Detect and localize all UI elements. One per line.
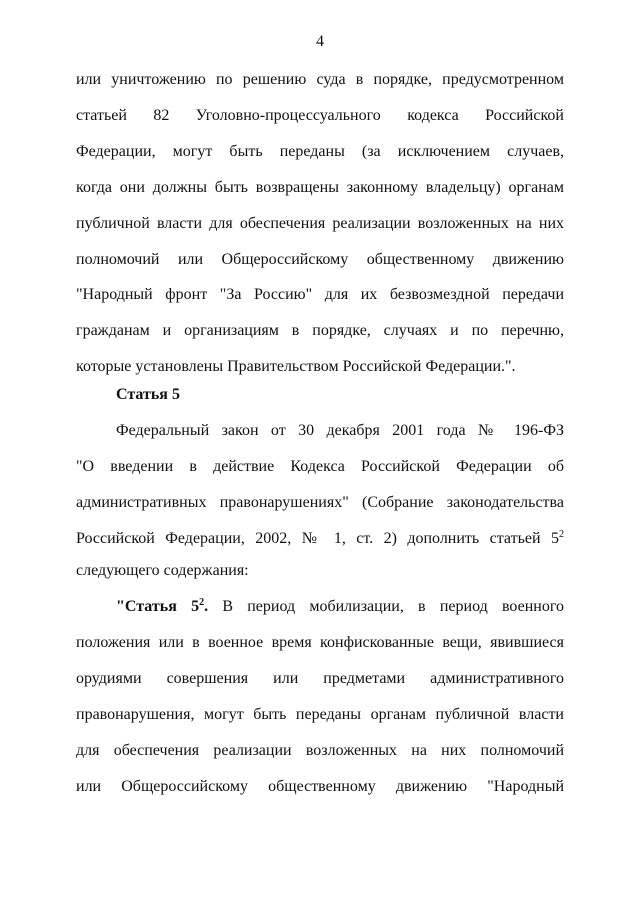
paragraph1-line-2: статьей 82 Уголовно-процессуального кодекса Российской xyxy=(76,107,564,124)
article-5-heading: Статья 5 xyxy=(116,386,180,403)
article52-heading-superscript: 2 xyxy=(199,597,205,608)
article52-line-2: положения или в военное время конфискованные вещи, явившиеся xyxy=(76,634,564,651)
paragraph1-line-5: публичной власти для обеспечения реализации возложенных на них xyxy=(76,215,564,232)
article52-heading-dot: . xyxy=(204,598,209,615)
article52-line-6: или Общероссийскому общественному движению "Народный xyxy=(76,778,564,795)
paragraph1-line-7: "Народный фронт "За Россию" для их безвозмездной передачи xyxy=(76,286,564,303)
article52-line-1-rest: В период мобилизации, в период военного xyxy=(222,598,565,615)
paragraph1-line-9: которые установлены Правительством Российской Федерации.". xyxy=(76,358,516,375)
article52-line-3: орудиями совершения или предметами административного xyxy=(76,670,564,687)
article52-line-1 xyxy=(116,597,564,617)
article5-line-1: Федеральный закон от 30 декабря 2001 года № 196-ФЗ xyxy=(116,422,564,439)
article52-inline-heading xyxy=(116,598,208,615)
article5-superscript: 2 xyxy=(559,529,564,540)
article5-line-5: следующего содержания: xyxy=(76,562,249,579)
article52-line-4: правонарушения, могут быть переданы органам публичной власти xyxy=(76,706,564,723)
article5-line-3: административных правонарушениях" (Собрание законодательства xyxy=(76,494,564,511)
article5-line-2: "О введении в действие Кодекса Российской Федерации об xyxy=(76,458,564,475)
article52-heading-text: "Статья 5 xyxy=(116,598,200,615)
article5-line-4 xyxy=(76,529,564,549)
paragraph1-line-3: Федерации, могут быть переданы (за исключением случаев, xyxy=(76,143,564,160)
paragraph1-line-6: полномочий или Общероссийскому общественному движению xyxy=(76,251,564,268)
article5-line-4-text: Российской Федерации, 2002, № 1, ст. 2) дополнить статьей 5 xyxy=(76,530,559,547)
paragraph1-line-4: когда они должны быть возвращены законному владельцу) органам xyxy=(76,179,564,196)
page-number: 4 xyxy=(316,33,324,50)
article52-line-5: для обеспечения реализации возложенных на них полномочий xyxy=(76,742,564,759)
paragraph1-line-1: или уничтожению по решению суда в порядке, предусмотренном xyxy=(76,71,564,88)
paragraph1-line-8: гражданам и организациям в порядке, случаях и по перечню, xyxy=(76,322,564,339)
